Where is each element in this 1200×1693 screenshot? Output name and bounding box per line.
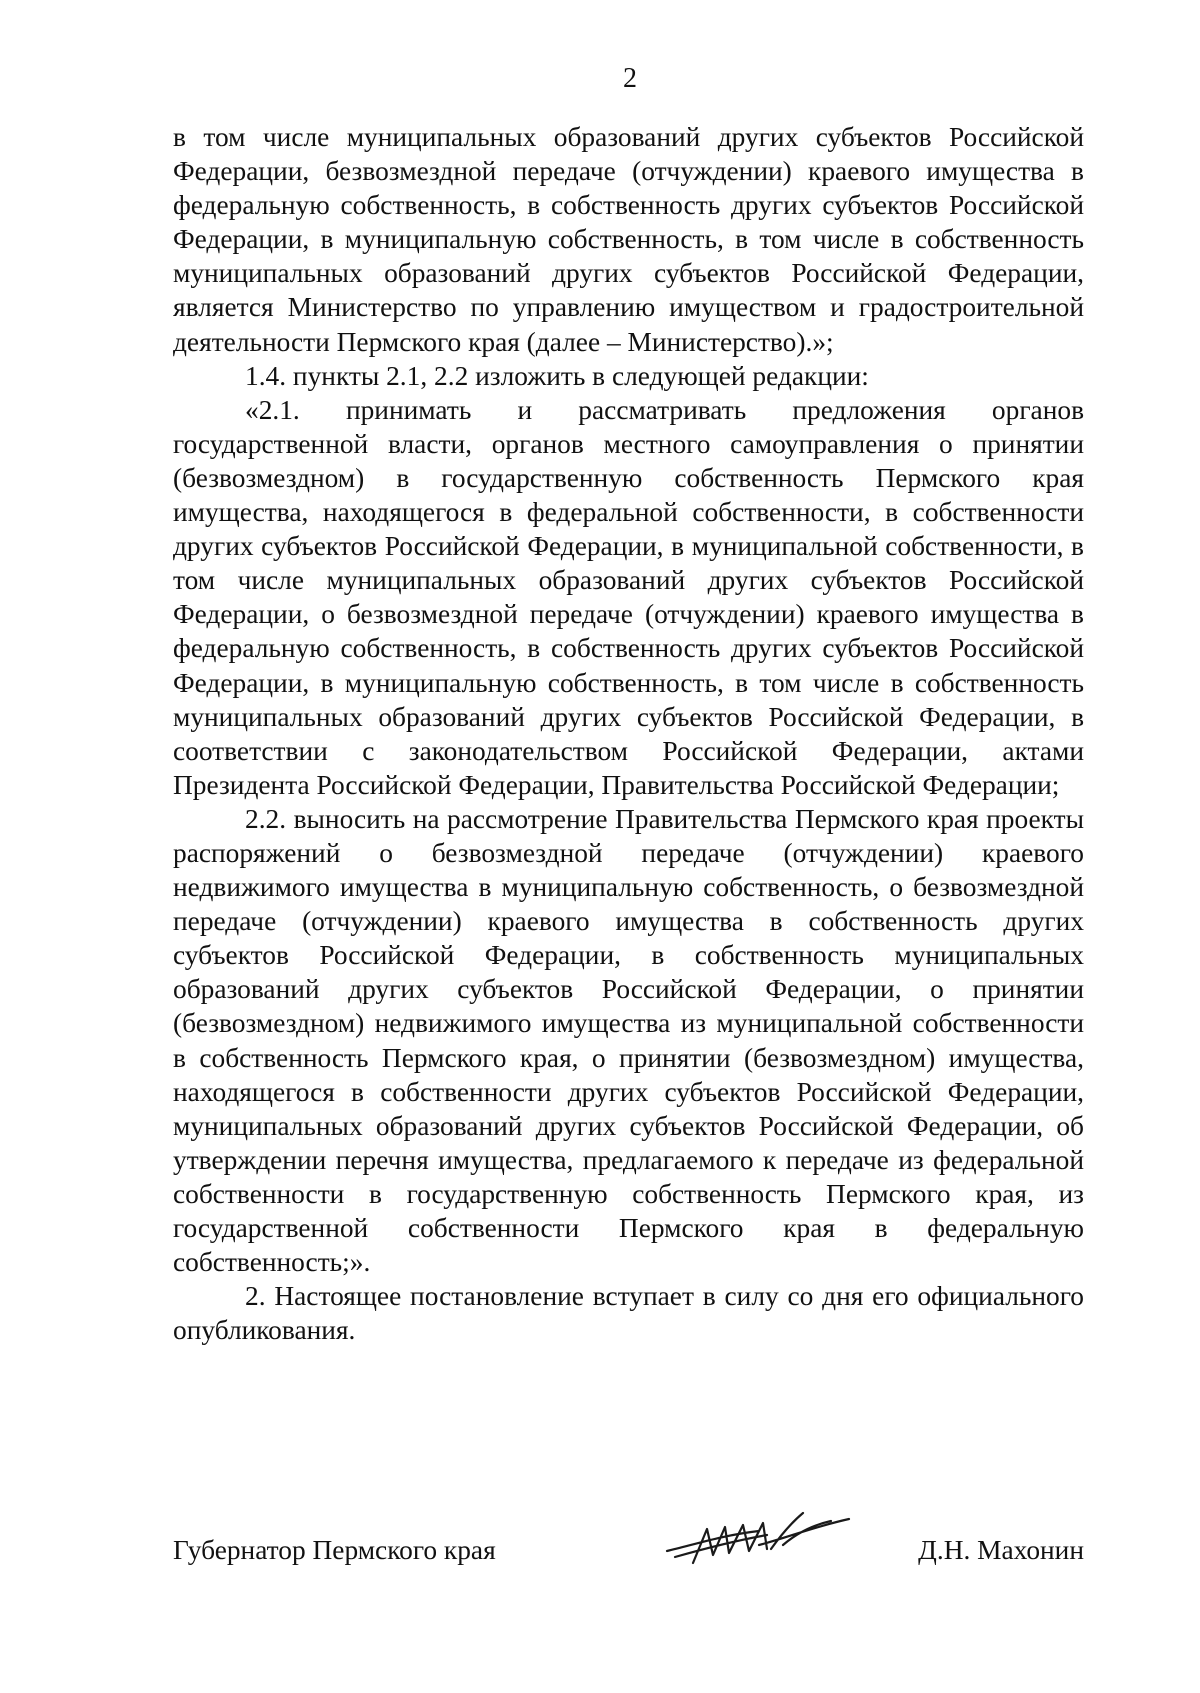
paragraph-item-2-effective: 2. Настоящее постановление вступает в силу со дня его официального опубликования.: [173, 1281, 1084, 1346]
paragraph-item-2-1: «2.1. принимать и рассматривать предложения органов государственной власти, органов местного самоуправления о принятии (безвозмездном) в государственную собственность Пермского края имущества, находящегося в федеральной собственности, в собственности других субъектов Российской Федерации, в муниципальной собственности, в том числе муниципальных образований других субъектов Российской Федерации, о безвозмездной передаче (отчуждении) краевого имущества в федеральную собственность, в собственность других субъектов Российской Федерации, в муниципальную собственность, в том числе в собственность муниципальных образований других субъектов Российской Федерации, в соответствии с законодательством Российской Федерации, актами Президента Российской Федерации, Правительства Российской Федерации;: [173, 394, 1084, 800]
signer-position: Губернатор Пермского края: [173, 1535, 496, 1565]
page-number: 2: [623, 63, 637, 94]
signature-block: [173, 1533, 1084, 1583]
signer-name: Д.Н. Махонин: [918, 1535, 1084, 1565]
paragraph-continuation: в том числе муниципальных образований других субъектов Российской Федерации, безвозмездной передаче (отчуждении) краевого имущества в федеральную собственность, в собственность других субъектов Российской Федерации, в муниципальную собственность, в том числе в собственность муниципальных образований других субъектов Российской Федерации, является Министерство по управлению имуществом и градостроительной деятельности Пермского края (далее – Министерство).»;: [173, 122, 1084, 357]
paragraph-item-1-4: 1.4. пункты 2.1, 2.2 изложить в следующей редакции:: [245, 360, 869, 391]
document-body: [173, 120, 1084, 1347]
paragraph-item-2-2: 2.2. выносить на рассмотрение Правительства Пермского края проекты распоряжений о безвозмездной передаче (отчуждении) краевого недвижимого имущества в муниципальную собственность, о безвозмездной передаче (отчуждении) краевого имущества в собственность других субъектов Российской Федерации, в собственность муниципальных образований других субъектов Российской Федерации, о принятии (безвозмездном) недвижимого имущества из муниципальной собственности в собственность Пермского края, о принятии (безвозмездном) имущества, находящегося в собственности других субъектов Российской Федерации, муниципальных образований других субъектов Российской Федерации, об утверждении перечня имущества, предлагаемого к передаче из федеральной собственности в государственную собственность Пермского края, из государственной собственности Пермского края в федеральную собственность;».: [173, 803, 1084, 1278]
handwritten-signature-icon: [663, 1505, 853, 1575]
